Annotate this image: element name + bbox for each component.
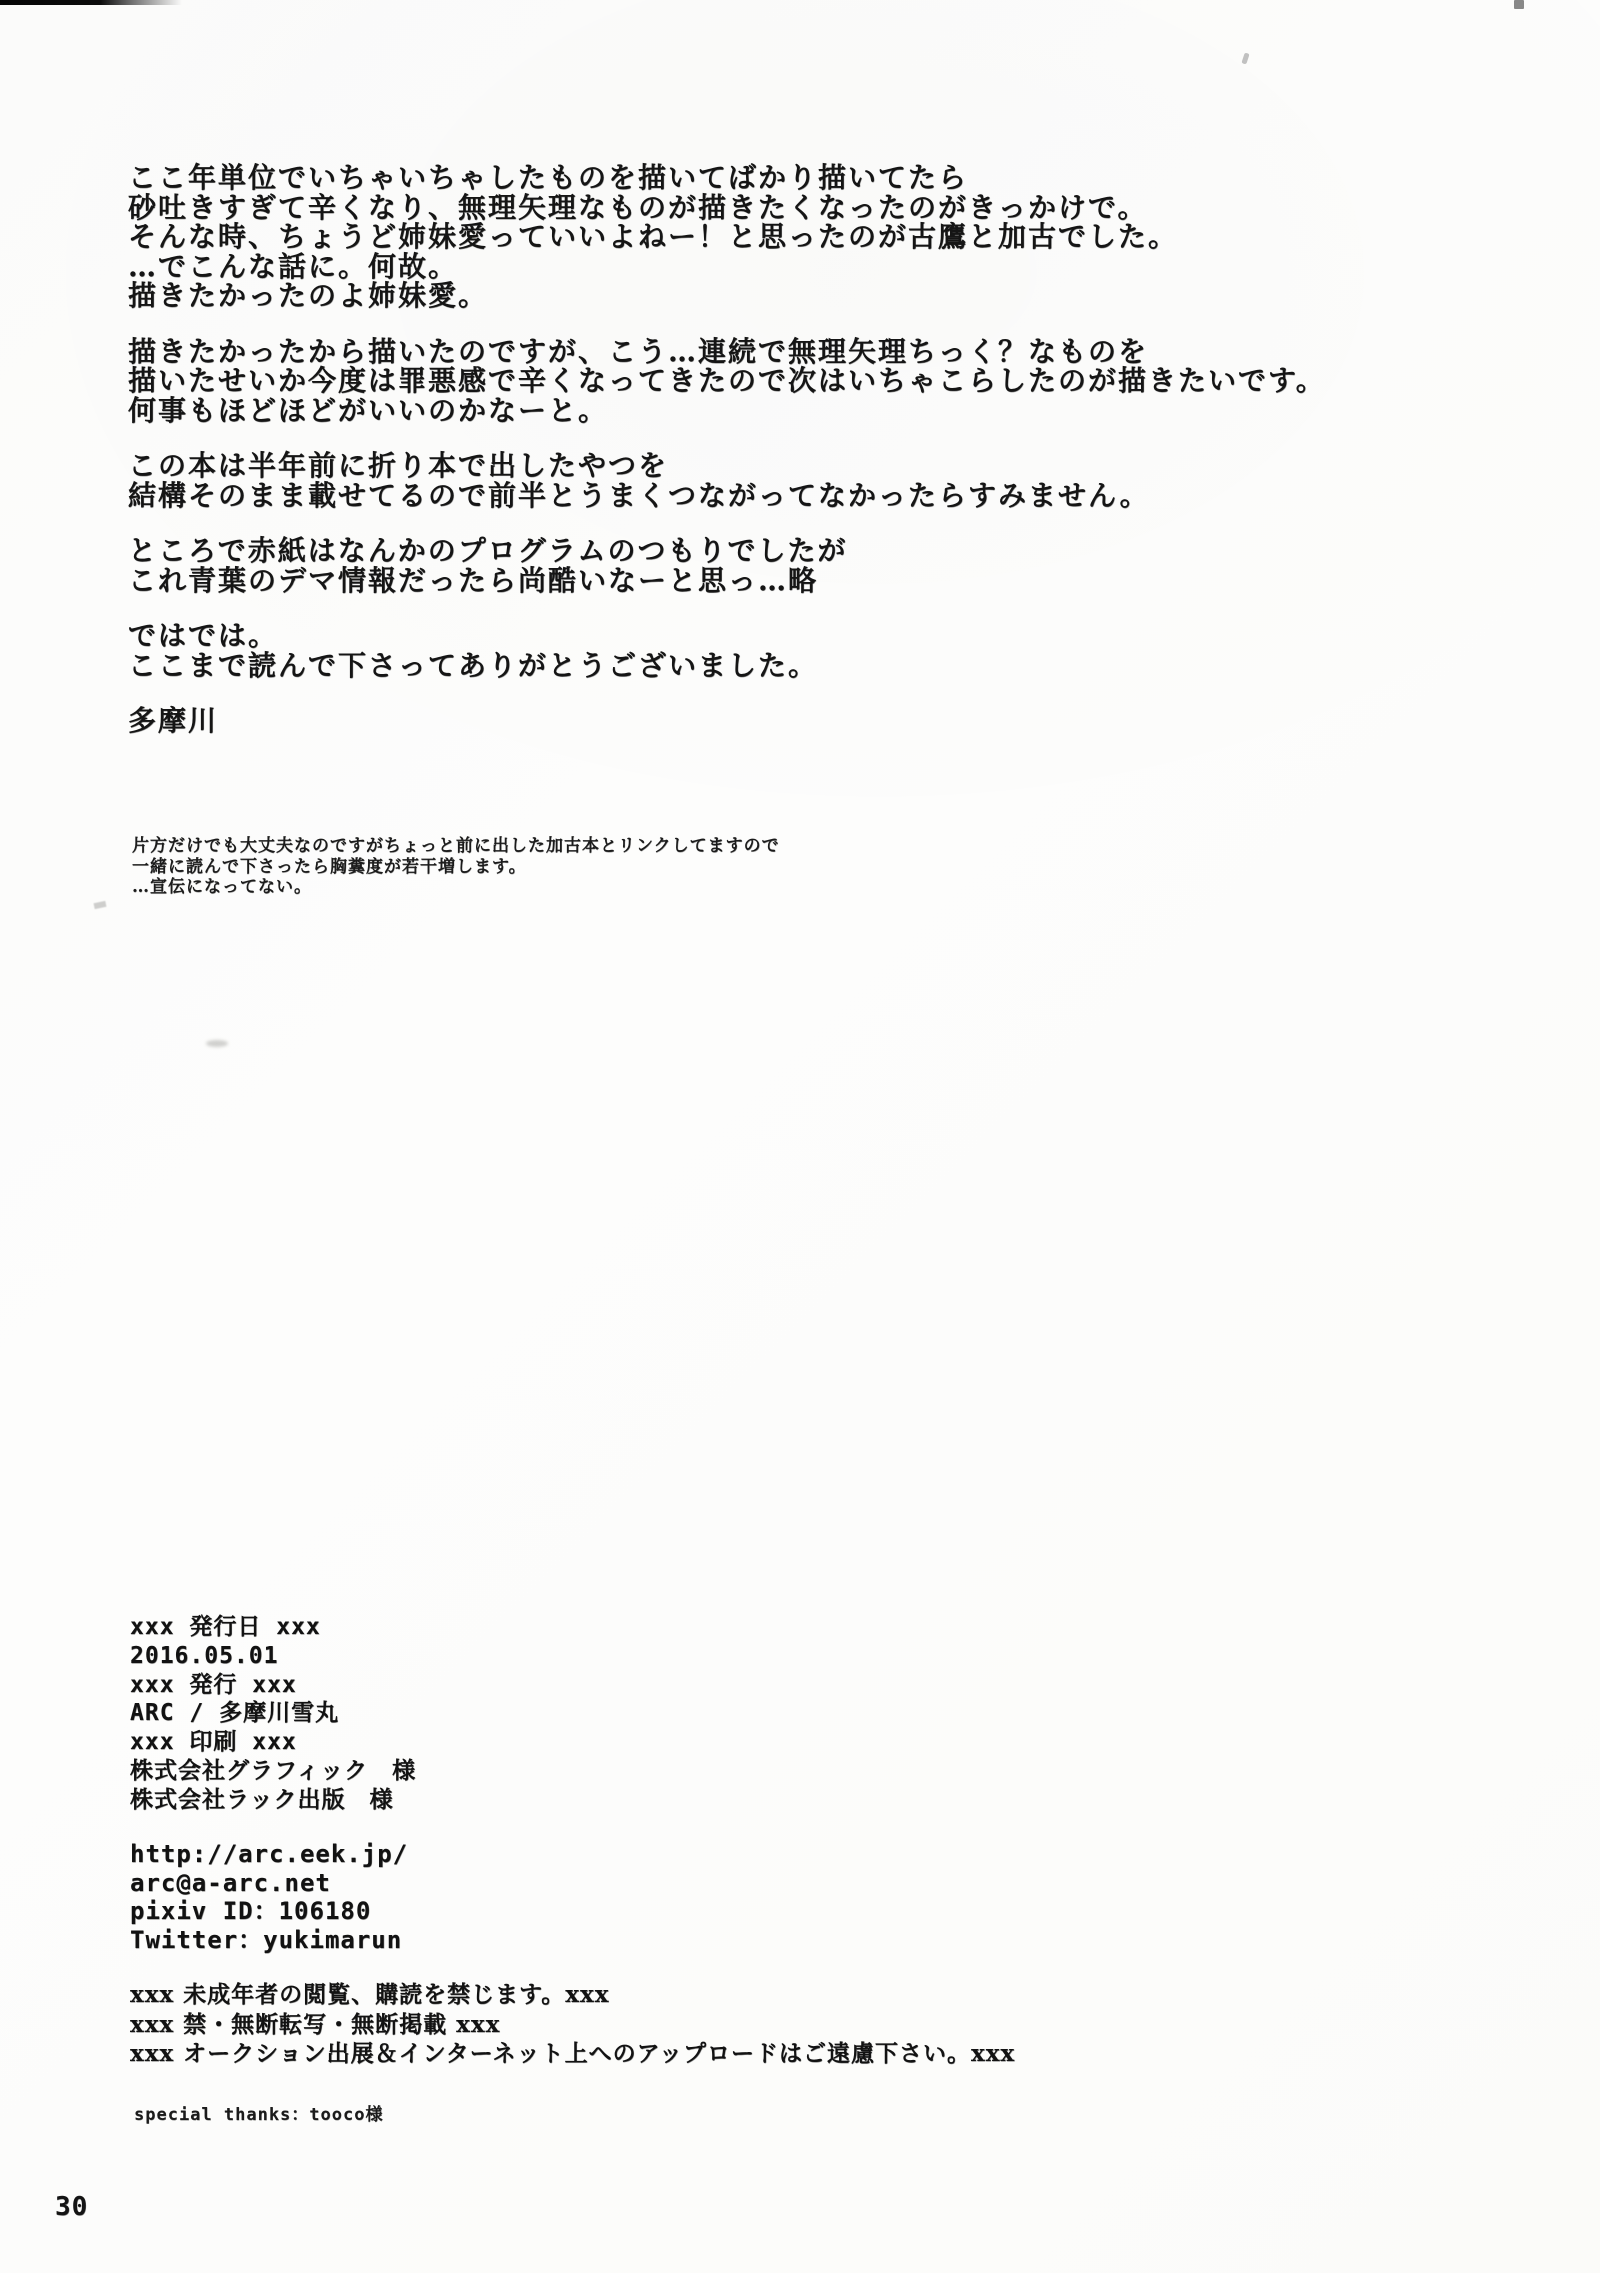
pixiv-id: pixiv ID：106180 <box>130 1897 372 1926</box>
afterword-paragraph <box>128 451 1326 510</box>
afterword-line: 描いたせいか今度は罪悪感で辛くなってきたので次はいちゃこらしたのが描きたいです。 <box>128 364 1326 397</box>
afterword-line: ところで赤紙はなんかのプログラムのつもりでしたが <box>128 534 848 567</box>
afterword-line: ここ年単位でいちゃいちゃしたものを描いてばかり描いてたら <box>128 161 969 194</box>
afterword-paragraph <box>128 621 1326 680</box>
colophon-line: xxx 発行 xxx <box>130 1671 297 1698</box>
afterword-line: そんな時、ちょうど姉妹愛っていいよねー！と思ったのが古鷹と加古でした。 <box>128 220 1179 253</box>
colophon-publication-info <box>130 1613 416 1815</box>
notice-line: xxx 禁・無断転写・無断掲載 xxx <box>130 2010 501 2038</box>
colophon-line: 株式会社グラフィック 様 <box>130 1757 417 1784</box>
afterword-line: 何事もほどほどがいいのかなーと。 <box>128 393 609 427</box>
afterword-line: 砂吐きすぎて辛くなり、無理矢理なものが描きたくなったのがきっかけで。 <box>128 190 1148 224</box>
author-signature: 多摩川 <box>128 704 219 737</box>
colophon-line: ARC / 多摩川雪丸 <box>130 1700 340 1727</box>
afterword-line: 結構そのまま載せてるので前半とうまくつながってなかったらすみません。 <box>128 478 1150 512</box>
colophon-line: 2016.05.01 <box>130 1642 279 1669</box>
email-address: arc@a-arc.net <box>130 1868 331 1897</box>
note-line: …宣伝になってない。 <box>132 877 312 897</box>
note-line: 一緒に読んで下さったら胸糞度が若干増します。 <box>132 856 527 877</box>
afterword-line: …でこんな話に。何故。 <box>128 249 459 283</box>
colophon-line: 株式会社ラック出版 様 <box>130 1786 394 1813</box>
colophon-line: xxx 発行日 xxx <box>130 1614 321 1640</box>
afterword-line: ではでは。 <box>128 619 279 652</box>
afterword-line: この本は半年前に折り本で出したやつを <box>128 449 669 482</box>
notice-line: xxx 未成年者の閲覧、購読を禁じます。xxx <box>130 1981 610 2008</box>
afterword-text <box>128 163 1326 762</box>
afterword-line: 描きたかったから描いたのですが、こう…連続で無理矢理ちっく？なものを <box>128 334 1149 368</box>
colophon-contact-info <box>130 1840 408 1954</box>
afterword-paragraph <box>128 334 1326 427</box>
scan-smudge-artifact <box>206 1040 228 1047</box>
note-line: 片方だけでも大丈夫なのですがちょっと前に出した加古本とリンクしてますので <box>132 836 780 856</box>
afterword-paragraph <box>128 163 1326 311</box>
colophon-notices <box>130 1980 1015 2069</box>
twitter-handle: Twitter：yukimarun <box>130 1925 403 1954</box>
afterword-line: 描きたかったのよ姉妹愛。 <box>128 279 489 312</box>
page-number: 30 <box>55 2192 89 2222</box>
scan-tick-artifact <box>94 901 107 909</box>
afterword-line: ここまで読んで下さってありがとうございました。 <box>128 648 819 682</box>
afterword-note <box>132 836 780 898</box>
scan-mark-artifact <box>1241 52 1249 64</box>
colophon-line: xxx 印刷 xxx <box>130 1729 297 1756</box>
afterword-paragraph <box>128 536 1326 595</box>
scan-speck-artifact <box>1514 0 1524 9</box>
scan-edge-artifact <box>0 0 182 5</box>
notice-line: xxx オークション出展＆インターネット上へのアップロードはご遠慮下さい。xxx <box>130 2040 1016 2067</box>
special-thanks: special thanks：tooco様 <box>134 2105 384 2125</box>
website-url: http://arc.eek.jp/ <box>130 1840 409 1868</box>
afterword-line: これ青葉のデマ情報だったら尚酷いなーと思っ…略 <box>128 563 819 597</box>
